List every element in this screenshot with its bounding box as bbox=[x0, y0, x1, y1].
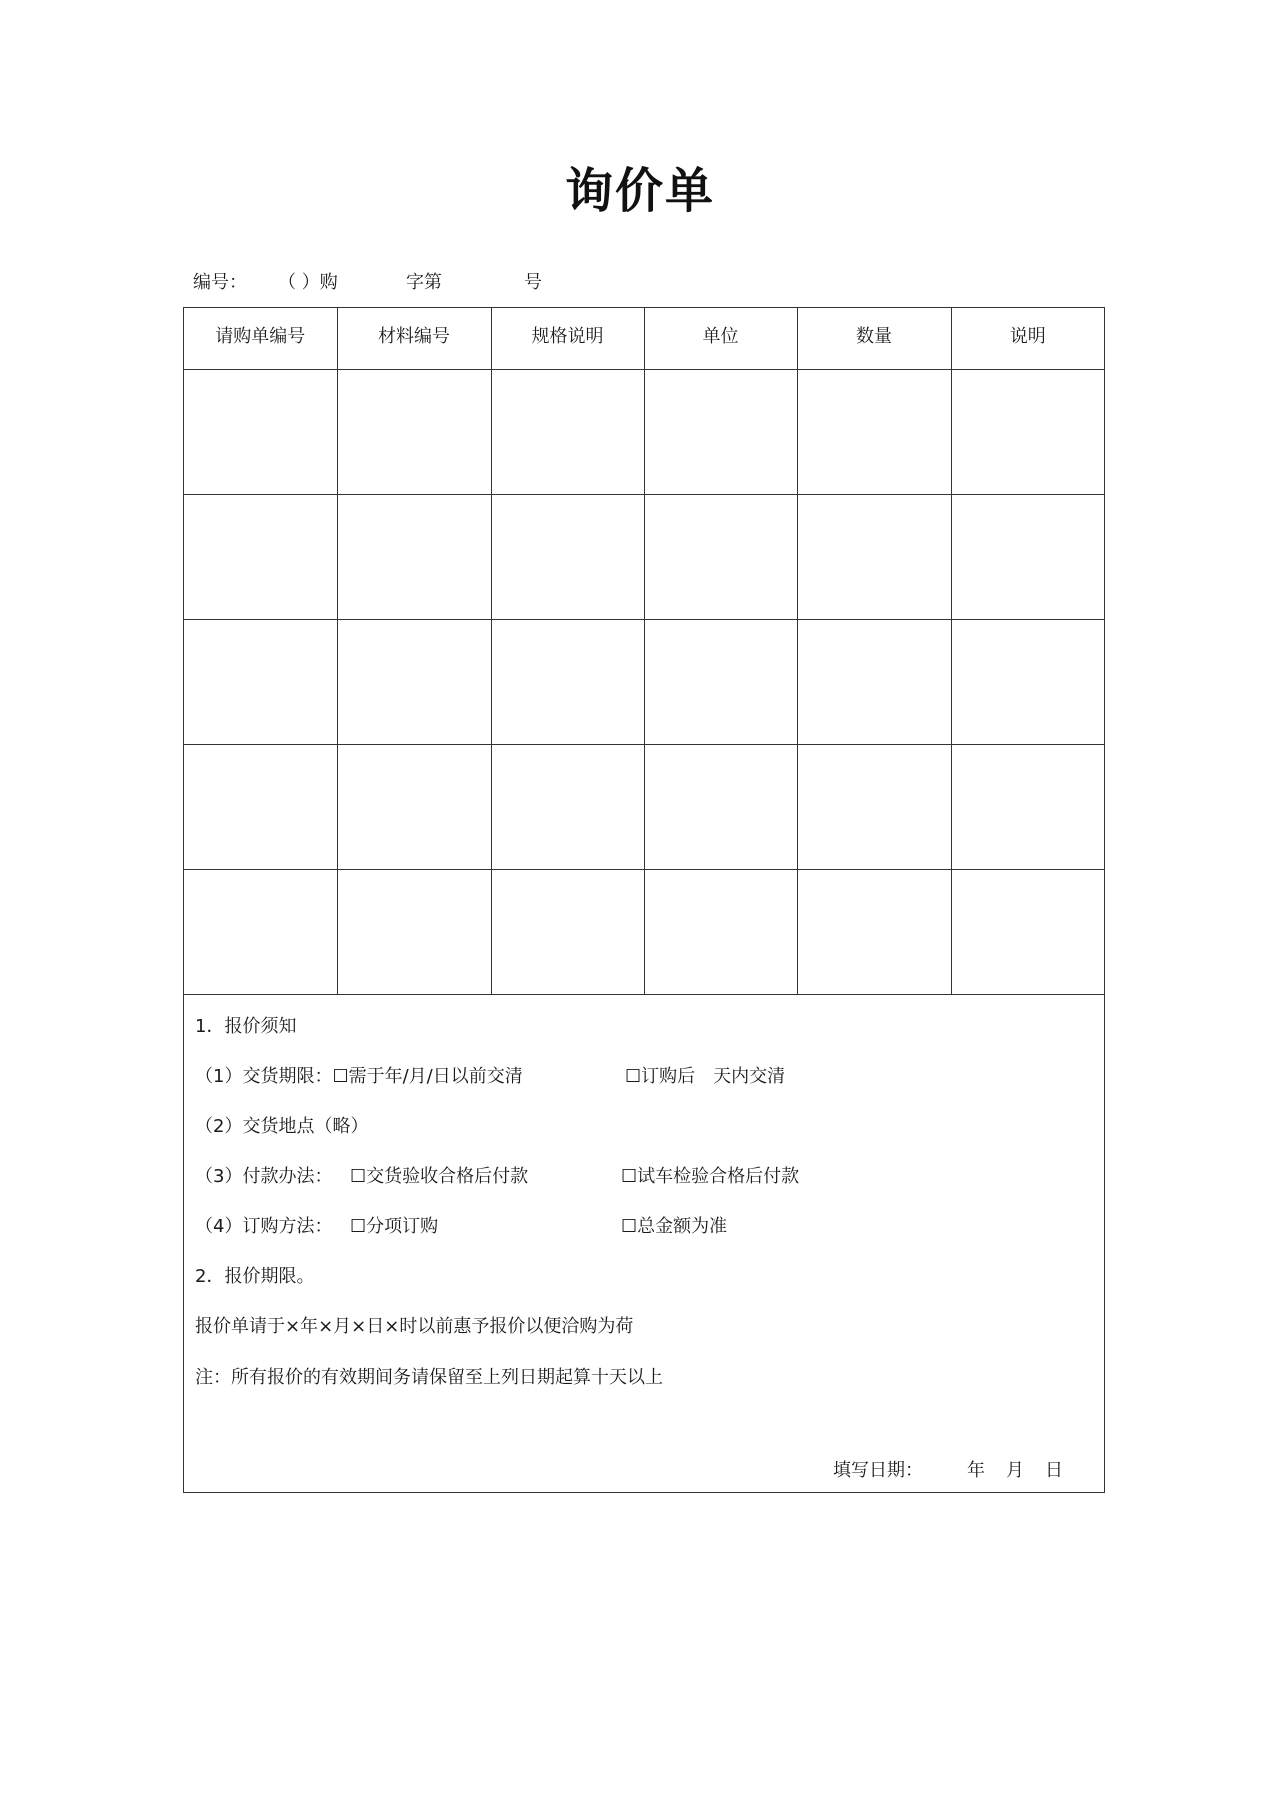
table-cell[interactable] bbox=[644, 619, 797, 744]
table-cell[interactable] bbox=[951, 494, 1104, 619]
payment-option-acceptance[interactable]: ☐交货验收合格后付款 bbox=[350, 1166, 529, 1187]
table-cell[interactable] bbox=[491, 494, 644, 619]
table-cell[interactable] bbox=[337, 619, 491, 744]
deadline-text: 报价单请于×年×月×日×时以前惠予报价以便洽购为荷 bbox=[195, 1316, 634, 1337]
table-cell[interactable] bbox=[644, 369, 797, 494]
table-cell[interactable] bbox=[797, 619, 951, 744]
header-requisition-no: 请购单编号 bbox=[184, 308, 337, 369]
table-cell[interactable] bbox=[337, 744, 491, 869]
delivery-deadline-option-1[interactable]: （1）交货期限：☐需于年/月/日以前交清 bbox=[195, 1066, 523, 1087]
header-remarks: 说明 bbox=[951, 308, 1104, 369]
fill-date-day: 日 bbox=[1045, 1460, 1063, 1481]
table-cell[interactable] bbox=[184, 494, 337, 619]
table-cell[interactable] bbox=[491, 869, 644, 994]
table-cell[interactable] bbox=[797, 744, 951, 869]
table-row bbox=[184, 619, 1104, 744]
table-cell[interactable] bbox=[951, 369, 1104, 494]
quotation-notes bbox=[184, 991, 1104, 1492]
table-cell[interactable] bbox=[491, 619, 644, 744]
table-cell[interactable] bbox=[797, 494, 951, 619]
page-title: 询价单 bbox=[564, 163, 715, 219]
table-cell[interactable] bbox=[951, 869, 1104, 994]
table-cell[interactable] bbox=[491, 369, 644, 494]
serial-number-line bbox=[0, 268, 1280, 298]
table-cell[interactable] bbox=[184, 369, 337, 494]
fill-date-year: 年 bbox=[967, 1460, 985, 1481]
header-unit: 单位 bbox=[644, 308, 797, 369]
table-cell[interactable] bbox=[337, 494, 491, 619]
table-cell[interactable] bbox=[337, 869, 491, 994]
table-cell[interactable] bbox=[951, 619, 1104, 744]
order-method-label: （4）订购方法： bbox=[195, 1216, 333, 1237]
serial-zi-di: 字第 bbox=[406, 272, 442, 293]
serial-hao: 号 bbox=[524, 272, 542, 293]
table-cell[interactable] bbox=[184, 619, 337, 744]
validity-note: 注：所有报价的有效期间务请保留至上列日期起算十天以上 bbox=[195, 1367, 663, 1388]
table-cell[interactable] bbox=[337, 369, 491, 494]
section-quotation-deadline: 2．报价期限。 bbox=[195, 1266, 315, 1287]
table-row bbox=[184, 744, 1104, 869]
payment-method-label: （3）付款办法： bbox=[195, 1166, 333, 1187]
table-cell[interactable] bbox=[491, 744, 644, 869]
table-cell[interactable] bbox=[797, 369, 951, 494]
header-material-no: 材料编号 bbox=[337, 308, 491, 369]
fill-date-month: 月 bbox=[1006, 1460, 1024, 1481]
header-quantity: 数量 bbox=[797, 308, 951, 369]
header-specification: 规格说明 bbox=[491, 308, 644, 369]
table-cell[interactable] bbox=[184, 869, 337, 994]
section-quotation-instructions: 1．报价须知 bbox=[195, 1016, 297, 1037]
payment-option-trial-run[interactable]: ☐试车检验合格后付款 bbox=[621, 1166, 800, 1187]
table-cell[interactable] bbox=[797, 869, 951, 994]
order-option-total-amount[interactable]: ☐总金额为准 bbox=[621, 1216, 728, 1237]
table-header-row bbox=[184, 308, 1104, 369]
order-option-itemized[interactable]: ☐分项订购 bbox=[350, 1216, 439, 1237]
delivery-deadline-option-2[interactable]: ☐订购后 天内交清 bbox=[625, 1066, 786, 1087]
items-table bbox=[184, 308, 1104, 995]
inquiry-form-frame bbox=[183, 307, 1105, 1493]
serial-paren: （ ）购 bbox=[278, 272, 338, 293]
table-cell[interactable] bbox=[644, 494, 797, 619]
table-cell[interactable] bbox=[644, 869, 797, 994]
delivery-location: （2）交货地点（略） bbox=[195, 1116, 369, 1137]
table-cell[interactable] bbox=[951, 744, 1104, 869]
table-cell[interactable] bbox=[644, 744, 797, 869]
table-cell[interactable] bbox=[184, 744, 337, 869]
table-row bbox=[184, 869, 1104, 994]
serial-label: 编号： bbox=[193, 272, 247, 293]
fill-date-label: 填写日期： bbox=[833, 1460, 923, 1481]
table-row bbox=[184, 369, 1104, 494]
table-row bbox=[184, 494, 1104, 619]
